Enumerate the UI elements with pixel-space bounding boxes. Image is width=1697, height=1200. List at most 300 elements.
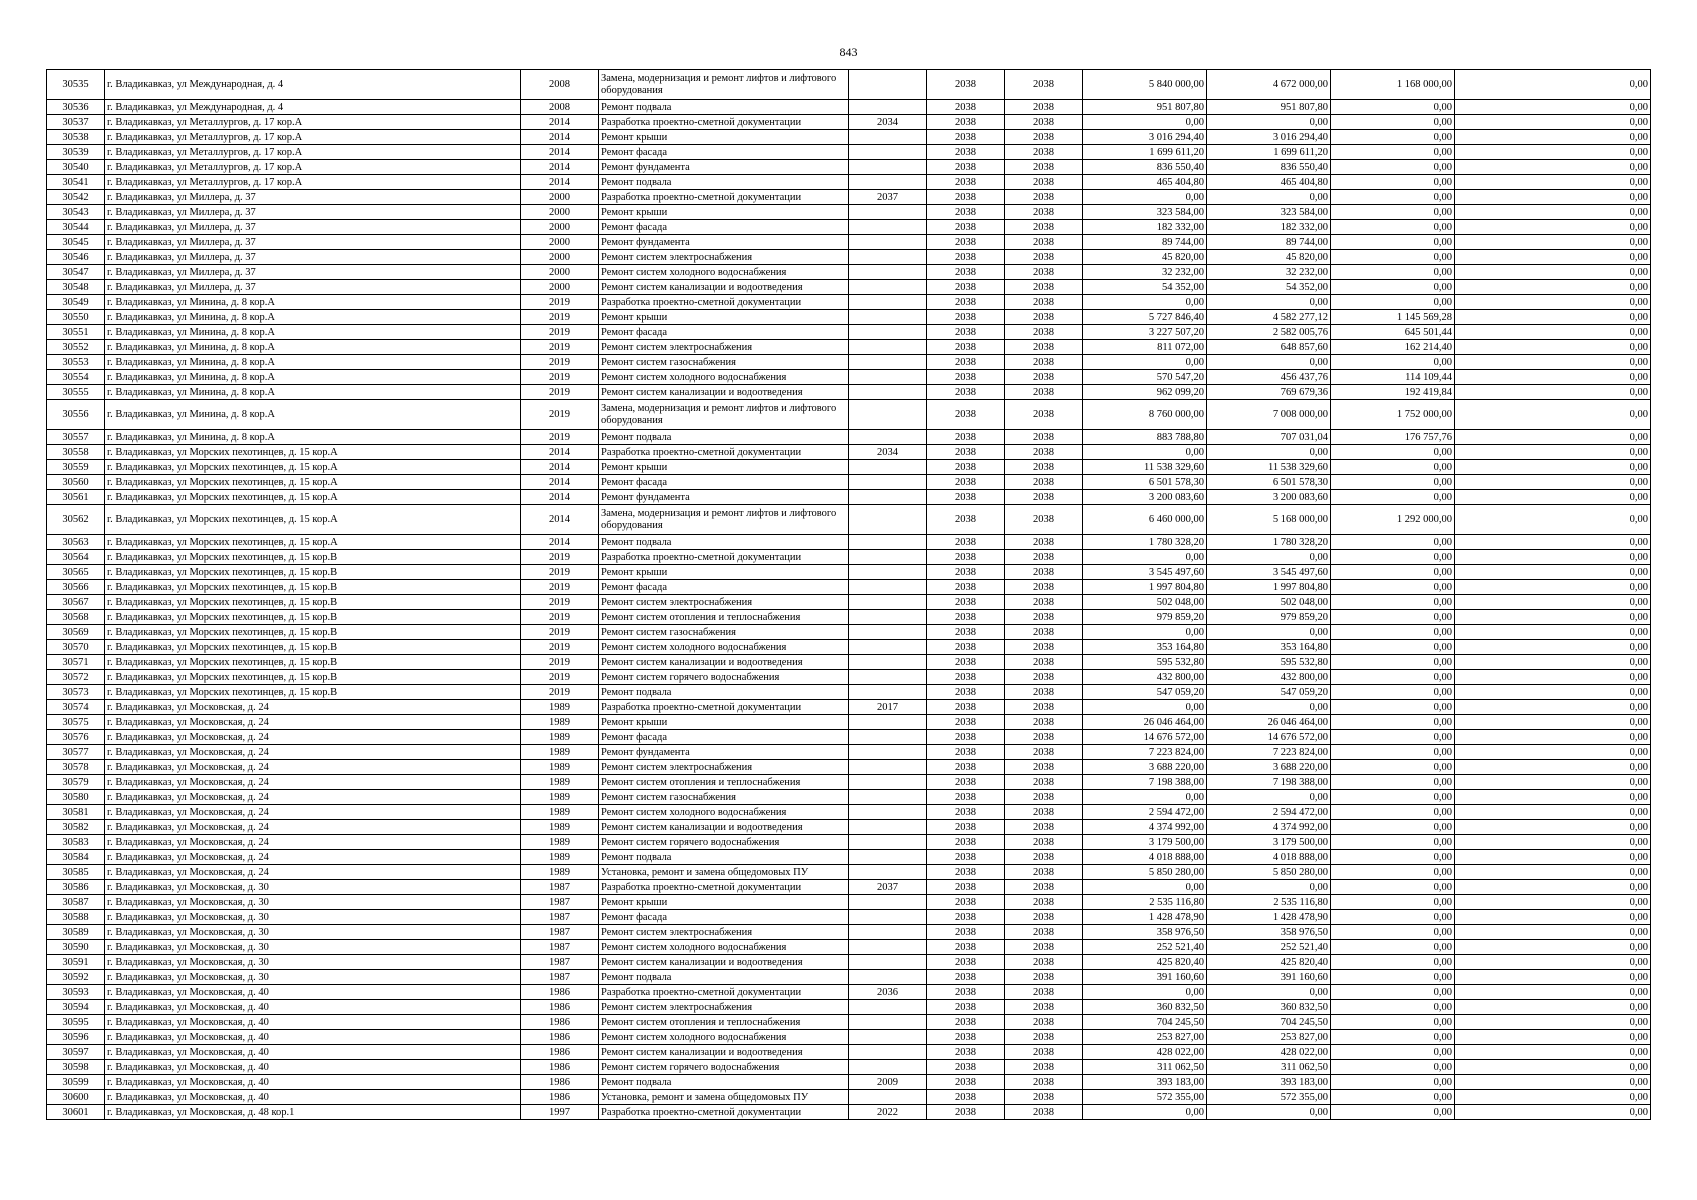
cell-work-type: Разработка проектно-сметной документации <box>599 985 849 1000</box>
cell-row-id: 30579 <box>47 775 105 790</box>
cell-end-year: 2038 <box>1005 685 1083 700</box>
cell-fund-cost: 0,00 <box>1207 1105 1331 1120</box>
cell-start-year: 2038 <box>927 1105 1005 1120</box>
cell-row-id: 30539 <box>47 145 105 160</box>
cell-start-year: 2038 <box>927 280 1005 295</box>
cell-owner-cost: 0,00 <box>1331 760 1455 775</box>
cell-row-id: 30554 <box>47 370 105 385</box>
table-row <box>47 715 1651 730</box>
table-row <box>47 385 1651 400</box>
cell-work-type: Ремонт систем электроснабжения <box>599 595 849 610</box>
cell-work-type: Замена, модернизация и ремонт лифтов и лифтового оборудования <box>599 400 849 430</box>
cell-start-year: 2038 <box>927 1075 1005 1090</box>
cell-start-year: 2038 <box>927 505 1005 535</box>
cell-build-year: 2000 <box>521 250 599 265</box>
cell-fund-cost: 3 688 220,00 <box>1207 760 1331 775</box>
cell-other-cost: 0,00 <box>1455 1105 1651 1120</box>
cell-work-type: Ремонт систем холодного водоснабжения <box>599 805 849 820</box>
cell-owner-cost: 0,00 <box>1331 1060 1455 1075</box>
cell-address: г. Владикавказ, ул Минина, д. 8 кор.А <box>105 385 521 400</box>
cell-owner-cost: 0,00 <box>1331 280 1455 295</box>
cell-total-cost: 547 059,20 <box>1083 685 1207 700</box>
cell-start-year: 2038 <box>927 400 1005 430</box>
cell-fund-cost: 0,00 <box>1207 445 1331 460</box>
cell-other-cost: 0,00 <box>1455 205 1651 220</box>
cell-plan-year <box>849 355 927 370</box>
cell-work-type: Разработка проектно-сметной документации <box>599 295 849 310</box>
cell-start-year: 2038 <box>927 970 1005 985</box>
cell-owner-cost: 0,00 <box>1331 685 1455 700</box>
cell-fund-cost: 456 437,76 <box>1207 370 1331 385</box>
cell-total-cost: 0,00 <box>1083 700 1207 715</box>
cell-total-cost: 393 183,00 <box>1083 1075 1207 1090</box>
cell-total-cost: 811 072,00 <box>1083 340 1207 355</box>
cell-start-year: 2038 <box>927 235 1005 250</box>
cell-total-cost: 0,00 <box>1083 355 1207 370</box>
page-number: 843 <box>839 45 858 59</box>
table-row <box>47 880 1651 895</box>
cell-build-year: 2014 <box>521 130 599 145</box>
cell-total-cost: 3 016 294,40 <box>1083 130 1207 145</box>
cell-address: г. Владикавказ, ул Металлургов, д. 17 кор.А <box>105 160 521 175</box>
cell-owner-cost: 0,00 <box>1331 985 1455 1000</box>
cell-total-cost: 0,00 <box>1083 625 1207 640</box>
cell-build-year: 1989 <box>521 760 599 775</box>
cell-work-type: Ремонт подвала <box>599 175 849 190</box>
cell-end-year: 2038 <box>1005 475 1083 490</box>
cell-owner-cost: 0,00 <box>1331 700 1455 715</box>
cell-end-year: 2038 <box>1005 220 1083 235</box>
cell-total-cost: 353 164,80 <box>1083 640 1207 655</box>
capital-repair-table <box>46 69 1651 1120</box>
cell-start-year: 2038 <box>927 535 1005 550</box>
cell-work-type: Ремонт систем отопления и теплоснабжения <box>599 610 849 625</box>
cell-start-year: 2038 <box>927 835 1005 850</box>
cell-end-year: 2038 <box>1005 700 1083 715</box>
cell-address: г. Владикавказ, ул Московская, д. 40 <box>105 1000 521 1015</box>
cell-owner-cost: 0,00 <box>1331 175 1455 190</box>
cell-other-cost: 0,00 <box>1455 235 1651 250</box>
table-row <box>47 130 1651 145</box>
cell-owner-cost: 0,00 <box>1331 1105 1455 1120</box>
cell-work-type: Ремонт фасада <box>599 475 849 490</box>
cell-address: г. Владикавказ, ул Московская, д. 24 <box>105 745 521 760</box>
cell-start-year: 2038 <box>927 895 1005 910</box>
cell-row-id: 30574 <box>47 700 105 715</box>
cell-build-year: 2008 <box>521 100 599 115</box>
cell-fund-cost: 311 062,50 <box>1207 1060 1331 1075</box>
cell-build-year: 2019 <box>521 655 599 670</box>
cell-build-year: 1989 <box>521 820 599 835</box>
cell-fund-cost: 393 183,00 <box>1207 1075 1331 1090</box>
cell-owner-cost: 0,00 <box>1331 640 1455 655</box>
cell-address: г. Владикавказ, ул Московская, д. 40 <box>105 1045 521 1060</box>
cell-address: г. Владикавказ, ул Миллера, д. 37 <box>105 190 521 205</box>
cell-total-cost: 358 976,50 <box>1083 925 1207 940</box>
cell-start-year: 2038 <box>927 925 1005 940</box>
cell-start-year: 2038 <box>927 145 1005 160</box>
cell-work-type: Ремонт подвала <box>599 685 849 700</box>
cell-address: г. Владикавказ, ул Московская, д. 40 <box>105 1060 521 1075</box>
cell-other-cost: 0,00 <box>1455 220 1651 235</box>
cell-end-year: 2038 <box>1005 985 1083 1000</box>
cell-address: г. Владикавказ, ул Московская, д. 30 <box>105 895 521 910</box>
cell-fund-cost: 360 832,50 <box>1207 1000 1331 1015</box>
cell-end-year: 2038 <box>1005 205 1083 220</box>
cell-total-cost: 428 022,00 <box>1083 1045 1207 1060</box>
table-row <box>47 850 1651 865</box>
table-row <box>47 1090 1651 1105</box>
cell-other-cost: 0,00 <box>1455 805 1651 820</box>
cell-owner-cost: 0,00 <box>1331 580 1455 595</box>
cell-work-type: Ремонт крыши <box>599 460 849 475</box>
cell-row-id: 30587 <box>47 895 105 910</box>
cell-other-cost: 0,00 <box>1455 835 1651 850</box>
table-row <box>47 265 1651 280</box>
cell-work-type: Ремонт подвала <box>599 430 849 445</box>
cell-address: г. Владикавказ, ул Московская, д. 30 <box>105 880 521 895</box>
cell-total-cost: 7 223 824,00 <box>1083 745 1207 760</box>
cell-build-year: 2000 <box>521 235 599 250</box>
cell-work-type: Ремонт фасада <box>599 580 849 595</box>
cell-fund-cost: 3 200 083,60 <box>1207 490 1331 505</box>
cell-row-id: 30600 <box>47 1090 105 1105</box>
cell-plan-year <box>849 70 927 100</box>
cell-total-cost: 962 099,20 <box>1083 385 1207 400</box>
cell-address: г. Владикавказ, ул Международная, д. 4 <box>105 100 521 115</box>
cell-plan-year: 2034 <box>849 445 927 460</box>
cell-start-year: 2038 <box>927 745 1005 760</box>
cell-total-cost: 1 997 804,80 <box>1083 580 1207 595</box>
cell-other-cost: 0,00 <box>1455 460 1651 475</box>
cell-address: г. Владикавказ, ул Миллера, д. 37 <box>105 235 521 250</box>
cell-work-type: Ремонт подвала <box>599 1075 849 1090</box>
cell-plan-year <box>849 295 927 310</box>
cell-owner-cost: 0,00 <box>1331 850 1455 865</box>
cell-end-year: 2038 <box>1005 505 1083 535</box>
cell-fund-cost: 2 594 472,00 <box>1207 805 1331 820</box>
cell-total-cost: 595 532,80 <box>1083 655 1207 670</box>
cell-plan-year <box>849 400 927 430</box>
cell-plan-year <box>849 940 927 955</box>
cell-total-cost: 1 780 328,20 <box>1083 535 1207 550</box>
cell-other-cost: 0,00 <box>1455 265 1651 280</box>
cell-fund-cost: 4 018 888,00 <box>1207 850 1331 865</box>
cell-total-cost: 5 850 280,00 <box>1083 865 1207 880</box>
cell-fund-cost: 2 535 116,80 <box>1207 895 1331 910</box>
cell-row-id: 30550 <box>47 310 105 325</box>
cell-fund-cost: 0,00 <box>1207 880 1331 895</box>
cell-row-id: 30570 <box>47 640 105 655</box>
cell-fund-cost: 465 404,80 <box>1207 175 1331 190</box>
cell-owner-cost: 0,00 <box>1331 880 1455 895</box>
cell-other-cost: 0,00 <box>1455 430 1651 445</box>
cell-start-year: 2038 <box>927 1000 1005 1015</box>
cell-fund-cost: 3 545 497,60 <box>1207 565 1331 580</box>
cell-plan-year <box>849 175 927 190</box>
cell-build-year: 1989 <box>521 850 599 865</box>
cell-address: г. Владикавказ, ул Морских пехотинцев, д. 15 кор.А <box>105 475 521 490</box>
cell-work-type: Ремонт крыши <box>599 205 849 220</box>
cell-end-year: 2038 <box>1005 1045 1083 1060</box>
cell-other-cost: 0,00 <box>1455 550 1651 565</box>
cell-build-year: 1989 <box>521 745 599 760</box>
cell-start-year: 2038 <box>927 640 1005 655</box>
cell-start-year: 2038 <box>927 445 1005 460</box>
cell-address: г. Владикавказ, ул Международная, д. 4 <box>105 70 521 100</box>
cell-start-year: 2038 <box>927 655 1005 670</box>
cell-total-cost: 0,00 <box>1083 550 1207 565</box>
cell-total-cost: 570 547,20 <box>1083 370 1207 385</box>
cell-row-id: 30536 <box>47 100 105 115</box>
cell-build-year: 2019 <box>521 370 599 385</box>
cell-row-id: 30547 <box>47 265 105 280</box>
cell-start-year: 2038 <box>927 670 1005 685</box>
cell-row-id: 30601 <box>47 1105 105 1120</box>
cell-owner-cost: 0,00 <box>1331 265 1455 280</box>
cell-other-cost: 0,00 <box>1455 1090 1651 1105</box>
cell-work-type: Ремонт систем горячего водоснабжения <box>599 1060 849 1075</box>
cell-end-year: 2038 <box>1005 805 1083 820</box>
cell-row-id: 30580 <box>47 790 105 805</box>
cell-work-type: Ремонт систем отопления и теплоснабжения <box>599 1015 849 1030</box>
cell-work-type: Ремонт фасада <box>599 220 849 235</box>
cell-start-year: 2038 <box>927 160 1005 175</box>
cell-build-year: 1987 <box>521 910 599 925</box>
cell-start-year: 2038 <box>927 295 1005 310</box>
cell-row-id: 30537 <box>47 115 105 130</box>
cell-row-id: 30568 <box>47 610 105 625</box>
cell-other-cost: 0,00 <box>1455 865 1651 880</box>
cell-address: г. Владикавказ, ул Московская, д. 48 кор.1 <box>105 1105 521 1120</box>
cell-address: г. Владикавказ, ул Московская, д. 40 <box>105 1090 521 1105</box>
cell-end-year: 2038 <box>1005 1060 1083 1075</box>
cell-other-cost: 0,00 <box>1455 295 1651 310</box>
cell-address: г. Владикавказ, ул Морских пехотинцев, д. 15 кор.А <box>105 460 521 475</box>
cell-work-type: Ремонт крыши <box>599 895 849 910</box>
cell-other-cost: 0,00 <box>1455 775 1651 790</box>
cell-other-cost: 0,00 <box>1455 250 1651 265</box>
cell-plan-year <box>849 895 927 910</box>
cell-fund-cost: 5 168 000,00 <box>1207 505 1331 535</box>
cell-plan-year <box>849 835 927 850</box>
cell-start-year: 2038 <box>927 775 1005 790</box>
cell-work-type: Ремонт систем холодного водоснабжения <box>599 1030 849 1045</box>
cell-owner-cost: 114 109,44 <box>1331 370 1455 385</box>
cell-end-year: 2038 <box>1005 235 1083 250</box>
cell-build-year: 2014 <box>521 505 599 535</box>
cell-address: г. Владикавказ, ул Морских пехотинцев, д. 15 кор.В <box>105 625 521 640</box>
cell-other-cost: 0,00 <box>1455 355 1651 370</box>
cell-other-cost: 0,00 <box>1455 685 1651 700</box>
cell-work-type: Ремонт фасада <box>599 910 849 925</box>
cell-other-cost: 0,00 <box>1455 115 1651 130</box>
cell-address: г. Владикавказ, ул Московская, д. 24 <box>105 805 521 820</box>
cell-work-type: Ремонт фундамента <box>599 490 849 505</box>
cell-other-cost: 0,00 <box>1455 490 1651 505</box>
cell-plan-year <box>849 805 927 820</box>
cell-row-id: 30576 <box>47 730 105 745</box>
cell-row-id: 30594 <box>47 1000 105 1015</box>
cell-start-year: 2038 <box>927 805 1005 820</box>
cell-fund-cost: 1 428 478,90 <box>1207 910 1331 925</box>
cell-address: г. Владикавказ, ул Московская, д. 24 <box>105 820 521 835</box>
cell-total-cost: 0,00 <box>1083 115 1207 130</box>
cell-address: г. Владикавказ, ул Минина, д. 8 кор.А <box>105 430 521 445</box>
cell-owner-cost: 0,00 <box>1331 715 1455 730</box>
cell-owner-cost: 0,00 <box>1331 355 1455 370</box>
cell-row-id: 30595 <box>47 1015 105 1030</box>
table-row <box>47 535 1651 550</box>
cell-fund-cost: 425 820,40 <box>1207 955 1331 970</box>
cell-other-cost: 0,00 <box>1455 655 1651 670</box>
cell-start-year: 2038 <box>927 955 1005 970</box>
table-row <box>47 400 1651 430</box>
cell-work-type: Ремонт систем канализации и водоотведения <box>599 955 849 970</box>
cell-fund-cost: 0,00 <box>1207 190 1331 205</box>
cell-start-year: 2038 <box>927 370 1005 385</box>
cell-start-year: 2038 <box>927 625 1005 640</box>
cell-total-cost: 704 245,50 <box>1083 1015 1207 1030</box>
cell-address: г. Владикавказ, ул Морских пехотинцев, д. 15 кор.В <box>105 640 521 655</box>
cell-build-year: 1987 <box>521 940 599 955</box>
cell-start-year: 2038 <box>927 820 1005 835</box>
cell-fund-cost: 0,00 <box>1207 700 1331 715</box>
cell-address: г. Владикавказ, ул Металлургов, д. 17 кор.А <box>105 115 521 130</box>
table-row <box>47 655 1651 670</box>
cell-address: г. Владикавказ, ул Минина, д. 8 кор.А <box>105 400 521 430</box>
cell-end-year: 2038 <box>1005 100 1083 115</box>
cell-owner-cost: 0,00 <box>1331 1045 1455 1060</box>
cell-fund-cost: 704 245,50 <box>1207 1015 1331 1030</box>
table-row <box>47 505 1651 535</box>
cell-start-year: 2038 <box>927 1045 1005 1060</box>
cell-total-cost: 0,00 <box>1083 985 1207 1000</box>
cell-end-year: 2038 <box>1005 730 1083 745</box>
table-row <box>47 250 1651 265</box>
cell-owner-cost: 0,00 <box>1331 625 1455 640</box>
table-row <box>47 595 1651 610</box>
cell-end-year: 2038 <box>1005 835 1083 850</box>
cell-fund-cost: 432 800,00 <box>1207 670 1331 685</box>
cell-other-cost: 0,00 <box>1455 760 1651 775</box>
cell-total-cost: 2 594 472,00 <box>1083 805 1207 820</box>
table-row <box>47 985 1651 1000</box>
cell-build-year: 1989 <box>521 790 599 805</box>
cell-row-id: 30597 <box>47 1045 105 1060</box>
cell-plan-year <box>849 1015 927 1030</box>
cell-owner-cost: 0,00 <box>1331 550 1455 565</box>
cell-other-cost: 0,00 <box>1455 670 1651 685</box>
cell-fund-cost: 0,00 <box>1207 790 1331 805</box>
cell-fund-cost: 595 532,80 <box>1207 655 1331 670</box>
cell-build-year: 2014 <box>521 445 599 460</box>
cell-build-year: 1986 <box>521 1090 599 1105</box>
cell-address: г. Владикавказ, ул Миллера, д. 37 <box>105 265 521 280</box>
cell-end-year: 2038 <box>1005 175 1083 190</box>
table-row <box>47 565 1651 580</box>
cell-work-type: Ремонт систем канализации и водоотведения <box>599 385 849 400</box>
cell-fund-cost: 428 022,00 <box>1207 1045 1331 1060</box>
cell-address: г. Владикавказ, ул Московская, д. 24 <box>105 730 521 745</box>
cell-row-id: 30551 <box>47 325 105 340</box>
cell-other-cost: 0,00 <box>1455 880 1651 895</box>
cell-owner-cost: 0,00 <box>1331 730 1455 745</box>
cell-build-year: 1986 <box>521 1045 599 1060</box>
table-body <box>47 70 1651 1120</box>
table-row <box>47 610 1651 625</box>
cell-start-year: 2038 <box>927 1060 1005 1075</box>
cell-owner-cost: 0,00 <box>1331 100 1455 115</box>
cell-row-id: 30555 <box>47 385 105 400</box>
cell-row-id: 30564 <box>47 550 105 565</box>
cell-plan-year <box>849 145 927 160</box>
cell-work-type: Ремонт систем электроснабжения <box>599 925 849 940</box>
cell-start-year: 2038 <box>927 220 1005 235</box>
cell-other-cost: 0,00 <box>1455 475 1651 490</box>
cell-other-cost: 0,00 <box>1455 940 1651 955</box>
cell-end-year: 2038 <box>1005 295 1083 310</box>
table-row <box>47 1030 1651 1045</box>
cell-row-id: 30562 <box>47 505 105 535</box>
table-row <box>47 970 1651 985</box>
cell-address: г. Владикавказ, ул Московская, д. 40 <box>105 1030 521 1045</box>
cell-total-cost: 0,00 <box>1083 880 1207 895</box>
cell-work-type: Ремонт крыши <box>599 565 849 580</box>
cell-fund-cost: 45 820,00 <box>1207 250 1331 265</box>
cell-other-cost: 0,00 <box>1455 595 1651 610</box>
cell-total-cost: 3 688 220,00 <box>1083 760 1207 775</box>
cell-start-year: 2038 <box>927 985 1005 1000</box>
cell-row-id: 30567 <box>47 595 105 610</box>
cell-row-id: 30556 <box>47 400 105 430</box>
cell-end-year: 2038 <box>1005 130 1083 145</box>
cell-plan-year <box>849 790 927 805</box>
cell-plan-year <box>849 640 927 655</box>
cell-row-id: 30557 <box>47 430 105 445</box>
cell-start-year: 2038 <box>927 700 1005 715</box>
table-row <box>47 1060 1651 1075</box>
table-row <box>47 580 1651 595</box>
cell-row-id: 30591 <box>47 955 105 970</box>
cell-work-type: Разработка проектно-сметной документации <box>599 1105 849 1120</box>
cell-owner-cost: 0,00 <box>1331 895 1455 910</box>
cell-fund-cost: 253 827,00 <box>1207 1030 1331 1045</box>
cell-work-type: Ремонт крыши <box>599 310 849 325</box>
cell-build-year: 2019 <box>521 565 599 580</box>
cell-other-cost: 0,00 <box>1455 925 1651 940</box>
cell-start-year: 2038 <box>927 385 1005 400</box>
cell-end-year: 2038 <box>1005 820 1083 835</box>
cell-build-year: 2019 <box>521 355 599 370</box>
cell-work-type: Замена, модернизация и ремонт лифтов и лифтового оборудования <box>599 70 849 100</box>
cell-end-year: 2038 <box>1005 880 1083 895</box>
cell-build-year: 1987 <box>521 895 599 910</box>
cell-build-year: 1989 <box>521 775 599 790</box>
cell-fund-cost: 54 352,00 <box>1207 280 1331 295</box>
cell-owner-cost: 0,00 <box>1331 190 1455 205</box>
cell-owner-cost: 0,00 <box>1331 460 1455 475</box>
cell-plan-year <box>849 220 927 235</box>
cell-plan-year <box>849 130 927 145</box>
cell-row-id: 30596 <box>47 1030 105 1045</box>
cell-work-type: Ремонт систем холодного водоснабжения <box>599 370 849 385</box>
cell-fund-cost: 572 355,00 <box>1207 1090 1331 1105</box>
cell-end-year: 2038 <box>1005 1075 1083 1090</box>
cell-fund-cost: 0,00 <box>1207 625 1331 640</box>
cell-start-year: 2038 <box>927 130 1005 145</box>
cell-end-year: 2038 <box>1005 565 1083 580</box>
